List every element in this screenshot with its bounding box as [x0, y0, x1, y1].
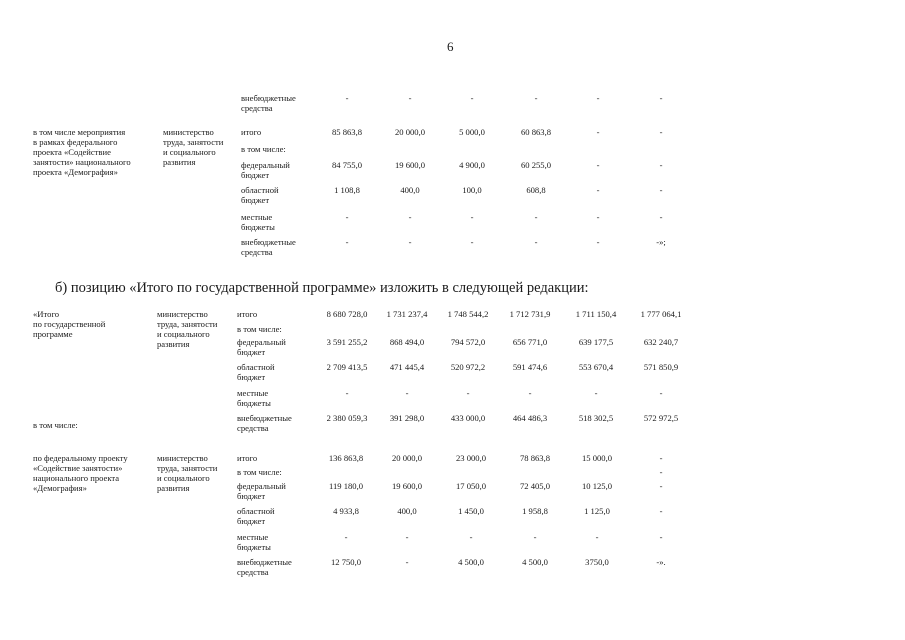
value-cell: - — [596, 127, 600, 137]
value-cell: 1 777 064,1 — [640, 309, 682, 319]
value-cell: -»; — [656, 237, 666, 247]
value-cell: 400,0 — [397, 506, 417, 516]
value-cell: 119 180,0 — [328, 481, 364, 491]
value-cell: 17 050,0 — [455, 481, 487, 491]
row-label: местные бюджеты — [241, 212, 275, 232]
value-cell: - — [470, 93, 474, 103]
value-cell: 23 000,0 — [455, 453, 487, 463]
value-cell: 639 177,5 — [578, 337, 614, 347]
value-cell: 4 500,0 — [458, 557, 484, 567]
value-cell: - — [405, 532, 409, 542]
value-cell: 553 670,4 — [578, 362, 614, 372]
value-cell: 84 755,0 — [331, 160, 363, 170]
value-cell: 391 298,0 — [389, 413, 425, 423]
value-cell: 4 900,0 — [459, 160, 485, 170]
value-cell: - — [594, 388, 598, 398]
value-cell: 1 711 150,4 — [575, 309, 617, 319]
row-label: внебюджетные средства — [241, 93, 296, 113]
value-cell: - — [344, 532, 348, 542]
value-cell: 4 933,8 — [333, 506, 359, 516]
row-label: в том числе: — [237, 467, 282, 477]
row-label: местные бюджеты — [237, 388, 271, 408]
row-label: в том числе: — [237, 324, 282, 334]
value-cell: 794 572,0 — [450, 337, 486, 347]
value-cell: - — [596, 185, 600, 195]
value-cell: -». — [656, 557, 666, 567]
value-cell: - — [408, 212, 412, 222]
value-cell: - — [659, 388, 663, 398]
value-cell: 868 494,0 — [389, 337, 425, 347]
value-cell: 72 405,0 — [519, 481, 551, 491]
value-cell: - — [659, 185, 663, 195]
value-cell: 10 125,0 — [581, 481, 613, 491]
value-cell: - — [470, 212, 474, 222]
row-label: областной бюджет — [241, 185, 279, 205]
value-cell: 1 731 237,4 — [386, 309, 428, 319]
value-cell: 20 000,0 — [394, 127, 426, 137]
value-cell: - — [659, 467, 663, 477]
value-cell: 5 000,0 — [459, 127, 485, 137]
block1-executor: министерство труда, занятости и социального развития — [163, 127, 224, 167]
value-cell: - — [534, 237, 538, 247]
value-cell: - — [596, 160, 600, 170]
value-cell: - — [596, 212, 600, 222]
value-cell: 400,0 — [400, 185, 420, 195]
value-cell: 1 108,8 — [334, 185, 360, 195]
value-cell: 572 972,5 — [643, 413, 679, 423]
value-cell: - — [596, 237, 600, 247]
value-cell: 19 600,0 — [394, 160, 426, 170]
value-cell: - — [659, 506, 663, 516]
value-cell: 136 863,8 — [328, 453, 364, 463]
value-cell: - — [405, 557, 409, 567]
value-cell: - — [659, 127, 663, 137]
block2-executor: министерство труда, занятости и социального развития — [157, 309, 218, 349]
value-cell: 2 380 059,3 — [326, 413, 368, 423]
block1-name: в том числе мероприятия в рамках федерального проекта «Содействие занятости» национального проекта «Демография» — [33, 127, 131, 177]
value-cell: - — [596, 93, 600, 103]
value-cell: 3750,0 — [585, 557, 609, 567]
value-cell: 8 680 728,0 — [326, 309, 368, 319]
section-heading: б) позицию «Итого по государственной программе» изложить в следующей редакции: — [55, 280, 589, 296]
row-label: областной бюджет — [237, 506, 275, 526]
value-cell: - — [534, 212, 538, 222]
value-cell: - — [659, 453, 663, 463]
block3-name: по федеральному проекту «Содействие занятости» национального проекта «Демография» — [33, 453, 128, 493]
page-number: 6 — [447, 39, 454, 54]
value-cell: 591 474,6 — [512, 362, 548, 372]
value-cell: 632 240,7 — [643, 337, 679, 347]
value-cell: 1 748 544,2 — [447, 309, 489, 319]
value-cell: 12 750,0 — [330, 557, 362, 567]
value-cell: 1 125,0 — [584, 506, 610, 516]
value-cell: 20 000,0 — [391, 453, 423, 463]
row-label: федеральный бюджет — [237, 481, 286, 501]
value-cell: - — [469, 532, 473, 542]
value-cell: - — [534, 93, 538, 103]
value-cell: 571 850,9 — [643, 362, 679, 372]
row-label: итого — [241, 127, 262, 137]
row-label: внебюджетные средства — [241, 237, 296, 257]
value-cell: 656 771,0 — [512, 337, 548, 347]
value-cell: 471 445,4 — [389, 362, 425, 372]
value-cell: 60 863,8 — [520, 127, 552, 137]
block3-executor: министерство труда, занятости и социального развития — [157, 453, 218, 493]
value-cell: - — [408, 237, 412, 247]
value-cell: - — [659, 93, 663, 103]
value-cell: - — [345, 212, 349, 222]
value-cell: 3 591 255,2 — [326, 337, 368, 347]
value-cell: 518 302,5 — [578, 413, 614, 423]
value-cell: 1 450,0 — [458, 506, 484, 516]
value-cell: - — [595, 532, 599, 542]
value-cell: 85 863,8 — [331, 127, 363, 137]
row-label: внебюджетные средства — [237, 557, 292, 577]
value-cell: - — [470, 237, 474, 247]
value-cell: - — [533, 532, 537, 542]
row-label: федеральный бюджет — [237, 337, 286, 357]
value-cell: - — [405, 388, 409, 398]
row-label: местные бюджеты — [237, 532, 271, 552]
value-cell: - — [528, 388, 532, 398]
value-cell: 2 709 413,5 — [326, 362, 368, 372]
row-label: итого — [237, 309, 258, 319]
value-cell: 15 000,0 — [581, 453, 613, 463]
value-cell: 433 000,0 — [450, 413, 486, 423]
row-label: внебюджетные средства — [237, 413, 292, 433]
row-label: в том числе: — [241, 144, 286, 154]
block2-including: в том числе: — [33, 420, 78, 430]
value-cell: 19 600,0 — [391, 481, 423, 491]
value-cell: 520 972,2 — [450, 362, 486, 372]
value-cell: 60 255,0 — [520, 160, 552, 170]
value-cell: 464 486,3 — [512, 413, 548, 423]
row-label: областной бюджет — [237, 362, 275, 382]
value-cell: - — [659, 212, 663, 222]
value-cell: - — [408, 93, 412, 103]
value-cell: 4 500,0 — [522, 557, 548, 567]
value-cell: - — [345, 237, 349, 247]
block2-name: «Итого по государственной программе — [33, 309, 106, 339]
value-cell: 608,8 — [526, 185, 546, 195]
row-label: федеральный бюджет — [241, 160, 290, 180]
row-label: итого — [237, 453, 258, 463]
value-cell: - — [659, 481, 663, 491]
value-cell: 1 712 731,9 — [509, 309, 551, 319]
value-cell: 78 863,8 — [519, 453, 551, 463]
value-cell: 1 958,8 — [522, 506, 548, 516]
value-cell: - — [466, 388, 470, 398]
value-cell: 100,0 — [462, 185, 482, 195]
value-cell: - — [659, 532, 663, 542]
value-cell: - — [345, 93, 349, 103]
value-cell: - — [345, 388, 349, 398]
value-cell: - — [659, 160, 663, 170]
